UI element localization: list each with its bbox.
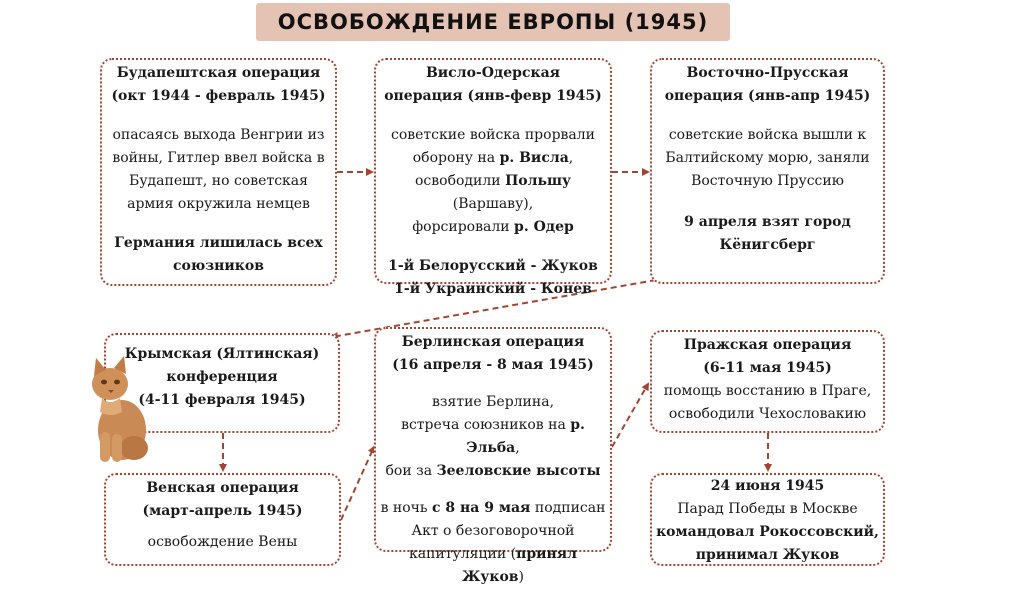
budapest-text-2: войны, Гитлер ввел войска в	[112, 150, 325, 166]
vislo-title: Висло-Одерская	[425, 65, 561, 81]
berlin-text-3	[380, 460, 606, 483]
berlin-seelow-heights: Зееловские высоты	[436, 463, 601, 479]
vislo-text-1: советские войска прорвали	[390, 127, 595, 143]
vislo-text-3	[380, 170, 606, 216]
vislo-text-4	[380, 216, 606, 239]
prague-title: Пражская операция	[683, 337, 852, 353]
berlin-operation-box	[374, 327, 612, 585]
vislo-commander-2: 1-й Украинский - Конев	[394, 281, 592, 297]
arrow-berlin-to-prague	[612, 384, 648, 447]
vislo-text-2a: оборону на	[412, 150, 500, 166]
prague-text-1: помощь восстанию в Праге,	[663, 383, 872, 399]
berlin-river-elbe: р. Эльба	[466, 417, 585, 456]
east-prussian-operation-box	[650, 58, 885, 284]
berlin-text-4a: в ночь	[380, 500, 432, 516]
prussia-text-1: советские войска вышли к	[668, 127, 867, 143]
prague-operation-box	[650, 330, 885, 433]
berlin-accepted-zhukov: принял Жуков	[462, 546, 577, 585]
budapest-result-2: союзников	[173, 258, 264, 274]
prussia-dates: операция (янв-апр 1945)	[664, 88, 871, 104]
parade-date: 24 июня 1945	[710, 478, 825, 494]
budapest-text-4: армия окружила немцев	[127, 196, 310, 212]
berlin-text-2c: ,	[515, 440, 520, 456]
berlin-night-date: с 8 на 9 мая	[432, 500, 531, 516]
vislo-text-2	[380, 147, 606, 170]
berlin-text-1: взятие Берлина,	[431, 394, 555, 410]
prague-dates: (6-11 мая 1945)	[703, 360, 832, 376]
yalta-dates: (4-11 февраля 1945)	[138, 392, 306, 408]
berlin-text-3a: бои за	[385, 463, 437, 479]
vislo-text-2c: ,	[568, 150, 574, 166]
berlin-text-6c: )	[518, 569, 524, 585]
parade-text-2: командовал Рокоссовский,	[656, 524, 879, 540]
prussia-title: Восточно-Прусская	[686, 65, 849, 81]
budapest-result-1: Германия лишилась всех	[114, 235, 323, 251]
vislo-dates: операция (янв-февр 1945)	[384, 88, 602, 104]
yalta-title-2: конференция	[166, 369, 278, 385]
budapest-text-3: Будапешт, но советская	[129, 173, 308, 189]
prague-text-2: освободили Чехословакию	[668, 406, 867, 422]
arrow-vienna-to-berlin	[341, 447, 374, 520]
vislo-river-vistula: р. Висла	[499, 150, 569, 166]
vislo-river-oder: р. Одер	[514, 219, 574, 235]
victory-parade-box	[650, 473, 885, 566]
parade-text-3: принимал Жуков	[695, 547, 840, 563]
berlin-text-6a: капитуляции (	[409, 546, 517, 562]
budapest-title: Будапештская операция	[116, 65, 321, 81]
berlin-text-4c: подписан	[530, 500, 606, 516]
yalta-title: Крымская (Ялтинская)	[124, 346, 320, 362]
vienna-dates: (март-апрель 1945)	[142, 503, 303, 519]
vienna-title: Венская операция	[146, 480, 299, 496]
budapest-dates: (окт 1944 - февраль 1945)	[111, 88, 326, 104]
vienna-operation-box	[104, 473, 341, 566]
budapest-text-1: опасаясь выхода Венгрии из	[112, 127, 325, 143]
berlin-title: Берлинская операция	[401, 334, 585, 350]
berlin-text-2a: встреча союзников на	[401, 417, 571, 433]
prussia-text-2: Балтийскому морю, заняли	[665, 150, 870, 166]
vislo-text-3c: (Варшаву),	[452, 196, 534, 212]
vienna-text: освобождение Вены	[147, 534, 298, 550]
cat-illustration	[82, 352, 154, 464]
berlin-text-6	[380, 543, 606, 589]
vislo-oder-operation-box	[374, 58, 612, 297]
budapest-operation-box	[100, 58, 337, 286]
berlin-text-2	[380, 414, 606, 460]
berlin-text-5: Акт о безоговорочной	[411, 523, 575, 539]
vislo-text-3a: освободили	[414, 173, 506, 189]
berlin-text-4	[380, 497, 606, 520]
prussia-text-3: Восточную Пруссию	[691, 173, 844, 189]
berlin-dates: (16 апреля - 8 мая 1945)	[392, 357, 594, 373]
prussia-result-1: 9 апреля взят город	[684, 214, 851, 230]
page-title: ОСВОБОЖДЕНИЕ ЕВРОПЫ (1945)	[256, 3, 730, 41]
vislo-text-4a: форсировали	[412, 219, 515, 235]
vislo-commander-1: 1-й Белорусский - Жуков	[388, 258, 598, 274]
vislo-poland: Польшу	[505, 173, 572, 189]
parade-text-1: Парад Победы в Москве	[677, 501, 858, 517]
prussia-result-2: Кёнигсберг	[719, 237, 816, 253]
